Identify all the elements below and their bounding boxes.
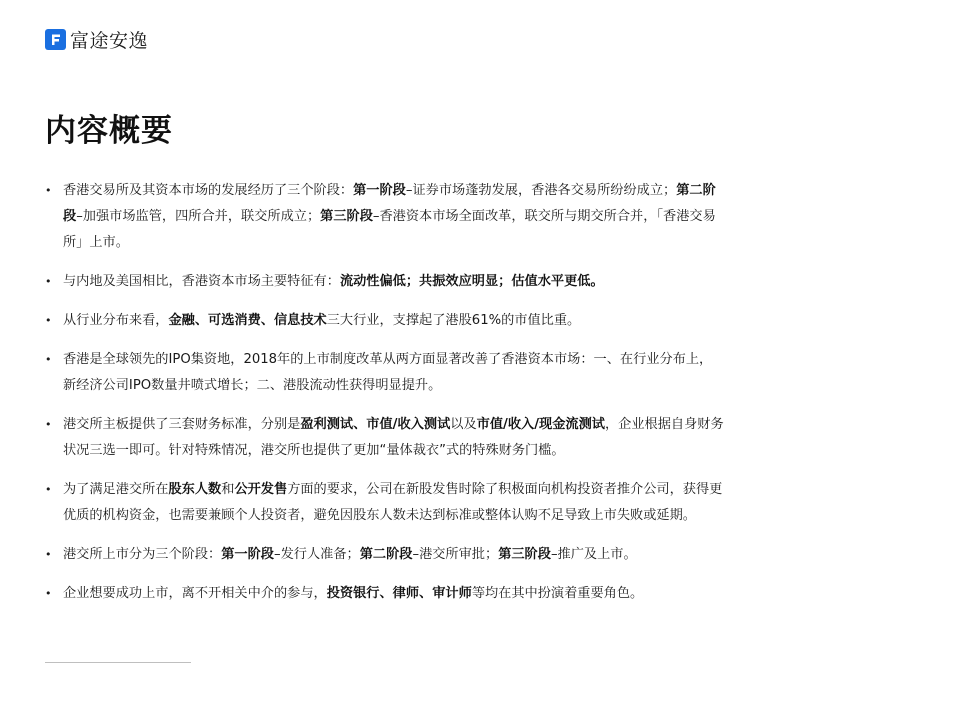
text: –证券市场蓬勃发展，香港各交易所纷纷成立； [405,183,677,198]
bold-text: 市值/收入/现金流测试 [476,417,605,432]
brand-name: 富途安逸 [70,30,149,52]
text: 等均在其中扮演着重要角色。 [471,586,644,601]
bold-text: 金融、可选消费、信息技术 [168,313,327,328]
bold-text: 第一阶段 [353,183,406,198]
text: 从行业分布来看， [63,313,169,328]
bold-text: 股东人数 [168,482,222,497]
bold-text: 盈利测试、市值/收入测试 [300,417,451,432]
text: 香港是全球领先的IPO集资地，2018年的上市制度改革从两方面显著改善了香港资本市场：一、在行业分布上，新经济公司IPO数量井喷式增长；二、港股流动性获得明显提升。 [63,352,713,393]
list-item [45,178,725,256]
list-item [45,542,725,568]
bold-text: 投资银行、律师、审计师 [326,586,472,601]
brand-logo [45,26,148,53]
bold-text: 第一阶段 [221,547,274,562]
bold-text: 公开发售 [234,482,288,497]
list-item [45,412,725,464]
text: 以及 [450,417,477,432]
text: –推广及上市。 [550,547,637,562]
text: –发行人准备； [274,547,360,562]
text: 为了满足港交所在 [63,482,169,497]
summary-list [45,178,725,620]
text: 香港交易所及其资本市场的发展经历了三个阶段： [63,183,354,198]
text: 和 [221,482,235,497]
bold-text: 第三阶段 [498,547,551,562]
list-item [45,477,725,529]
bold-text: 第二阶段 [63,183,716,224]
list-item [45,269,725,295]
futu-logo-icon [45,29,66,50]
list-item [45,347,725,399]
text: –港交所审批； [412,547,499,562]
page-title: 内容概要 [45,113,173,149]
list-item [45,308,725,334]
text: 港交所主板提供了三套财务标准，分别是 [63,417,301,432]
text: ，企业根据自身财务状况三选一即可。针对特殊情况，港交所也提供了更加“量体裁衣”式的特殊财务门槛。 [63,417,724,458]
text: 方面的要求，公司在新股发售时除了积极面向机构投资者推介公司，获得更优质的机构资金，也需要兼顾个人投资者，避免因股东人数未达到标准或整体认购不足导致上市失败或延期。 [63,482,723,523]
text: 与内地及美国相比，香港资本市场主要特征有： [63,274,340,289]
list-item [45,581,725,607]
bold-text: 流动性偏低；共振效应明显；估值水平更低。 [339,274,604,289]
bold-text: 第二阶段 [359,547,413,562]
footer-divider [45,662,191,663]
bold-text: 第三阶段 [320,209,373,224]
text: 三大行业，支撑起了港股61%的市值比重。 [326,313,581,328]
text: –香港资本市场全面改革，联交所与期交所合并，「香港交易所」上市。 [63,209,716,250]
text: 企业想要成功上市，离不开相关中介的参与， [63,586,327,601]
text: –加强市场监管，四所合并，联交所成立； [76,209,321,224]
text: 港交所上市分为三个阶段： [63,547,222,562]
